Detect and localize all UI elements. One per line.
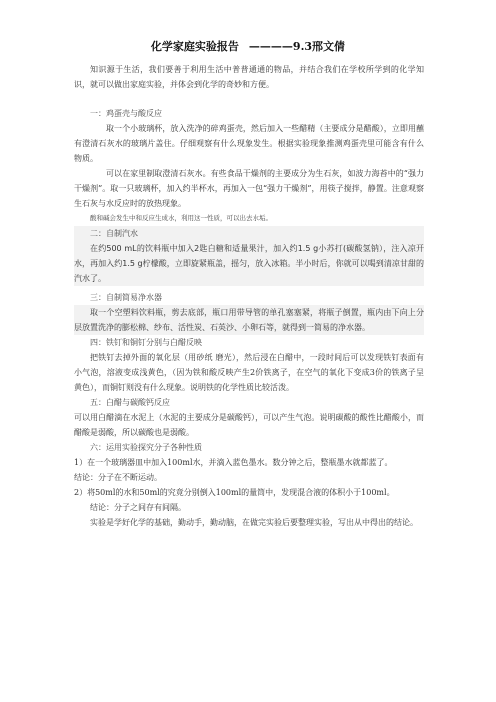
section-heading-5: 五：白醋与碳酸钙反应 — [90, 398, 170, 407]
section-heading-3: 三：自制简易净水器 — [90, 293, 162, 302]
section-6-conclusion-1: 结论：分子在不断运动。 — [74, 473, 162, 482]
section-3-paragraph: 取一个空塑料饮料瓶，剪去底部，瓶口用带导管的单孔塞塞紧，将瓶子倒置，瓶内由下向上分层放置洗净的膨松棉、纱布、活性炭、石英沙、小卵石等，就得到一简易的净水器。 — [74, 305, 424, 335]
section-5-paragraph: 可以用白醋滴在水泥上（水泥的主要成分是碳酸钙），可以产生气泡。说明碳酸的酸性比醋酸小，而醋酸是弱酸，所以碳酸也是弱酸。 — [74, 413, 424, 437]
closing-paragraph: 实验是学好化学的基础，勤动手，勤动脑，在做完实验后要整理实验，写出从中得出的结论。 — [90, 518, 418, 527]
intro-paragraph: 知识源于生活，我们要善于利用生活中普普通通的物品，并结合我们在学校所学到的化学知识，就可以做出家庭实验，并体会到化学的奇妙和方便。 — [74, 65, 424, 89]
section-heading-4: 四：铁钉和铜钉分别与白醋反映 — [90, 338, 202, 347]
document-title — [0, 38, 496, 54]
section-6-conclusion-2: 结论：分子之间存有间隔。 — [90, 503, 186, 512]
title-author: 9.3邢文倩 — [292, 40, 346, 53]
section-6-item-1: 1）在一个玻璃器皿中加入100ml水，并滴入蓝色墨水。数分钟之后，整瓶墨水就都蓝了。 — [74, 458, 393, 467]
section-1-paragraph-1: 取一个小玻璃杯，放入洗净的碎鸡蛋壳，然后加入一些醋精（主要成分是醋酸），立即用蘸有澄清石灰水的玻璃片盖住。仔细观察有什么现象发生。根据实验现象推测鸡蛋壳里可能含有什么物质。 — [74, 124, 424, 163]
section-heading-6: 六：运用实验探究分子各种性质 — [90, 443, 202, 452]
section-4-paragraph: 把铁钉去掉外面的氧化层（用砂纸 磨光），然后浸在白醋中，一段时间后可以发现铁钉表面有小气泡，溶液变成浅黄色，（因为铁和酸反映产生2价铁离子，在空气的氧化下变成3价的铁离子呈黄色），而铜钉则没有什么现象。说明铁的化学性质比较活泼。 — [74, 353, 424, 392]
section-heading-1: 一：鸡蛋壳与酸反应 — [90, 109, 162, 118]
section-2-paragraph: 在约500 mL的饮料瓶中加入2匙白糖和适量果汁，加入约1.5 g小苏打(碳酸氢钠），注入凉开水，再加入约1.5 g柠檬酸，立即旋紧瓶盖，摇匀，放入冰箱。半小时后，你就可以喝到清凉甘甜的汽水了。 — [74, 241, 424, 286]
section-heading-2: 二：自制汽水 — [74, 226, 424, 241]
section-6-item-2: 2）将50ml的水和50ml的究竟分别倒入100ml的量筒中，发现混合液的体积小于100ml。 — [74, 488, 395, 497]
document-body — [74, 62, 424, 530]
title-separator: ———— — [248, 40, 293, 53]
section-1-paragraph-2: 可以在家里制取澄清石灰水。有些食品干燥剂的主要成分为生石灰，如波力海苔中的“强力干燥剂”。取一只玻璃杯，加入约半杯水，再加入一包“强力干燥剂”，用筷子搅拌，静置。注意观察生石灰与水反应时的放热现象。 — [74, 169, 424, 208]
title-main: 化学家庭实验报告 — [150, 40, 239, 53]
section-1-note: 酸和碱会发生中和反应生成水，利用这一性质，可以出去水垢。 — [90, 214, 272, 222]
